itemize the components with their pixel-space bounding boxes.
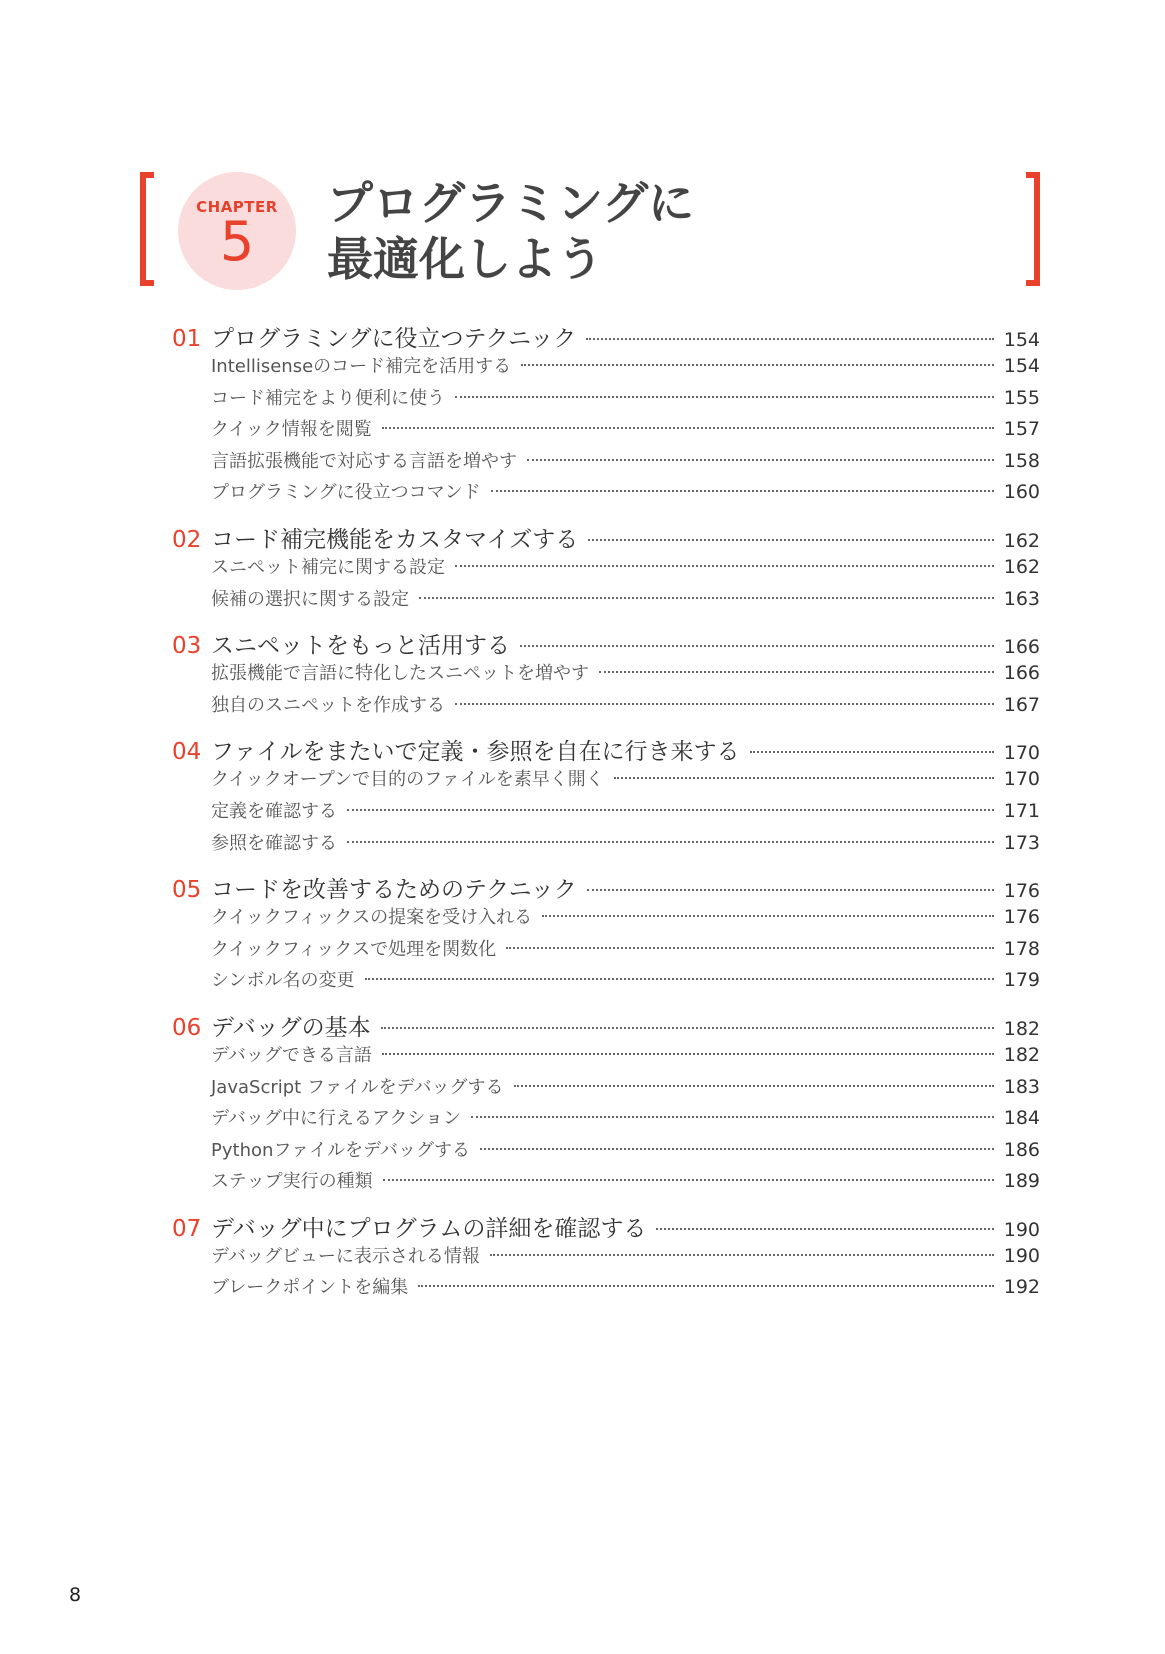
dot-leader [347,840,994,843]
section-number: 06 [172,1014,202,1041]
page-number: 157 [1003,418,1040,441]
section-number: 03 [172,633,202,660]
section-title: コードを改善するためのテクニック [211,877,577,904]
page-number: 190 [1003,1218,1040,1241]
dot-leader [381,1026,994,1029]
toc-sub-entry[interactable] [172,765,1040,797]
page-number: 167 [1003,693,1040,716]
page-number: 173 [1003,831,1040,854]
page-number: 154 [1003,355,1040,377]
entry-title: クイック情報を閲覧 [211,419,372,441]
page-number: 192 [1003,1276,1040,1299]
entry-title: スニペット補完に関する設定 [211,556,445,578]
toc-sub-entry[interactable] [172,352,1040,384]
dot-leader [365,977,994,980]
dot-leader [347,808,994,811]
page-number: 160 [1003,481,1040,504]
toc-sub-entry[interactable] [172,447,1040,479]
section-title: スニペットをもっと活用する [211,633,510,660]
dot-leader [527,458,994,461]
dot-leader [471,1115,994,1118]
entry-title: 独自のスニペットを作成する [211,694,445,716]
page-number: 178 [1003,937,1040,960]
entry-title: ステップ実行の種類 [211,1171,373,1193]
dot-leader [542,914,994,917]
entry-title: デバッグ中に行えるアクション [211,1108,462,1130]
toc-section-02 [172,521,1040,616]
entry-title: デバッグビューに表示される情報 [211,1245,480,1267]
entry-title: JavaScript ファイルをデバッグする [211,1076,504,1098]
toc-sub-entry[interactable] [172,1136,1040,1168]
dot-leader [419,596,994,599]
left-bracket-decoration [140,172,154,286]
toc-sub-entry[interactable] [172,1073,1040,1105]
toc-section-06 [172,1009,1040,1199]
dot-leader [382,1052,994,1055]
section-number: 04 [172,739,202,766]
toc-main-entry[interactable] [172,733,1040,765]
toc-main-entry[interactable] [172,1210,1040,1242]
page-footer-number: 8 [69,1584,82,1606]
entry-title: 言語拡張機能で対応する言語を増やす [211,450,517,472]
toc-sub-entry[interactable] [172,415,1040,447]
dot-leader [490,1253,994,1256]
toc-sub-entry[interactable] [172,1041,1040,1073]
dot-leader [521,363,994,366]
dot-leader [506,946,994,949]
page-number: 179 [1003,969,1040,992]
toc-section-03 [172,627,1040,722]
page-number: 154 [1003,329,1040,351]
toc-sub-entry[interactable] [172,1273,1040,1305]
entry-title: Intellisenseのコード補完を活用する [211,356,512,377]
chapter-badge [178,172,296,290]
toc-sub-entry[interactable] [172,1167,1040,1199]
page-number: 166 [1003,636,1040,659]
toc-sub-entry[interactable] [172,478,1040,510]
toc-sub-entry[interactable] [172,966,1040,998]
dot-leader [588,538,993,541]
section-number: 05 [172,877,202,904]
chapter-title [327,175,694,287]
page-number: 176 [1003,906,1040,929]
dot-leader [382,426,994,429]
entry-title: シンボル名の変更 [211,970,355,992]
chapter-title-line-1: プログラミングに [327,176,695,230]
section-number: 07 [172,1215,202,1242]
toc-section-07 [172,1210,1040,1305]
dot-leader [614,776,994,779]
toc-sub-entry[interactable] [172,935,1040,967]
dot-leader [383,1178,994,1181]
entry-title: 候補の選択に関する設定 [211,588,409,610]
dot-leader [586,337,993,340]
page-number: 182 [1003,1043,1040,1066]
page-number: 158 [1003,449,1040,472]
toc-main-entry[interactable] [172,320,1040,352]
chapter-title-line-2: 最適化しよう [327,232,603,286]
entry-title: 拡張機能で言語に特化したスニペットを増やす [211,663,589,685]
toc-sub-entry[interactable] [172,585,1040,617]
dot-leader [455,564,994,567]
page-number: 162 [1003,529,1040,552]
page-number: 186 [1003,1138,1040,1161]
toc-section-01 [172,320,1040,510]
table-of-contents [172,320,1040,1316]
entry-title: プログラミングに役立つコマンド [211,482,481,504]
toc-sub-entry[interactable] [172,903,1040,935]
toc-sub-entry[interactable] [172,659,1040,691]
dot-leader [750,750,994,753]
toc-section-05 [172,871,1040,998]
dot-leader [656,1227,993,1230]
toc-main-entry[interactable] [172,627,1040,659]
toc-main-entry[interactable] [172,1009,1040,1041]
entry-title: ブレークポイントを編集 [211,1277,409,1299]
toc-sub-entry[interactable] [172,1242,1040,1274]
entry-title: クイックフィックスで処理を関数化 [211,938,497,960]
page-number: 182 [1003,1017,1040,1040]
section-title: デバッグの基本 [211,1014,371,1041]
entry-title: Pythonファイルをデバッグする [211,1139,470,1161]
chapter-number: 5 [219,210,255,273]
section-number: 02 [172,526,202,553]
page-number: 155 [1003,386,1040,409]
page-number: 190 [1003,1244,1040,1267]
dot-leader [491,489,994,492]
dot-leader [587,888,994,891]
page-number: 171 [1003,799,1040,822]
right-bracket-decoration [1026,172,1040,286]
dot-leader [520,644,994,647]
page-number: 163 [1003,587,1040,610]
page-number: 170 [1003,768,1040,791]
section-title: デバッグ中にプログラムの詳細を確認する [211,1215,647,1242]
toc-sub-entry[interactable] [172,829,1040,861]
page-number: 189 [1003,1170,1040,1193]
section-title: ファイルをまたいで定義・参照を自在に行き来する [211,739,740,766]
dot-leader [455,702,994,705]
page-number: 162 [1003,555,1040,578]
dot-leader [514,1084,994,1087]
toc-sub-entry[interactable] [172,797,1040,829]
toc-section-04 [172,733,1040,860]
page-number: 166 [1003,662,1040,685]
toc-main-entry[interactable] [172,871,1040,903]
dot-leader [599,670,994,673]
entry-title: クイックフィックスの提案を受け入れる [211,907,533,929]
toc-sub-entry[interactable] [172,691,1040,723]
toc-main-entry[interactable] [172,521,1040,553]
section-title: コード補完機能をカスタマイズする [211,526,579,553]
section-title: プログラミングに役立つテクニック [211,326,577,352]
entry-title: クイックオープンで目的のファイルを素早く開く [211,769,604,791]
entry-title: デバッグできる言語 [211,1044,372,1066]
entry-title: 参照を確認する [211,832,337,854]
page-number: 176 [1003,880,1040,903]
toc-sub-entry[interactable] [172,384,1040,416]
dot-leader [480,1147,994,1150]
page-number: 170 [1003,742,1040,765]
entry-title: 定義を確認する [211,800,337,822]
page-number: 184 [1003,1107,1040,1130]
chapter-label: CHAPTER [196,198,278,216]
dot-leader [418,1284,993,1287]
toc-sub-entry[interactable] [172,1104,1040,1136]
section-number: 01 [172,326,202,352]
page-number: 183 [1003,1075,1040,1098]
dot-leader [455,395,994,398]
entry-title: コード補完をより便利に使う [211,387,445,409]
toc-sub-entry[interactable] [172,553,1040,585]
